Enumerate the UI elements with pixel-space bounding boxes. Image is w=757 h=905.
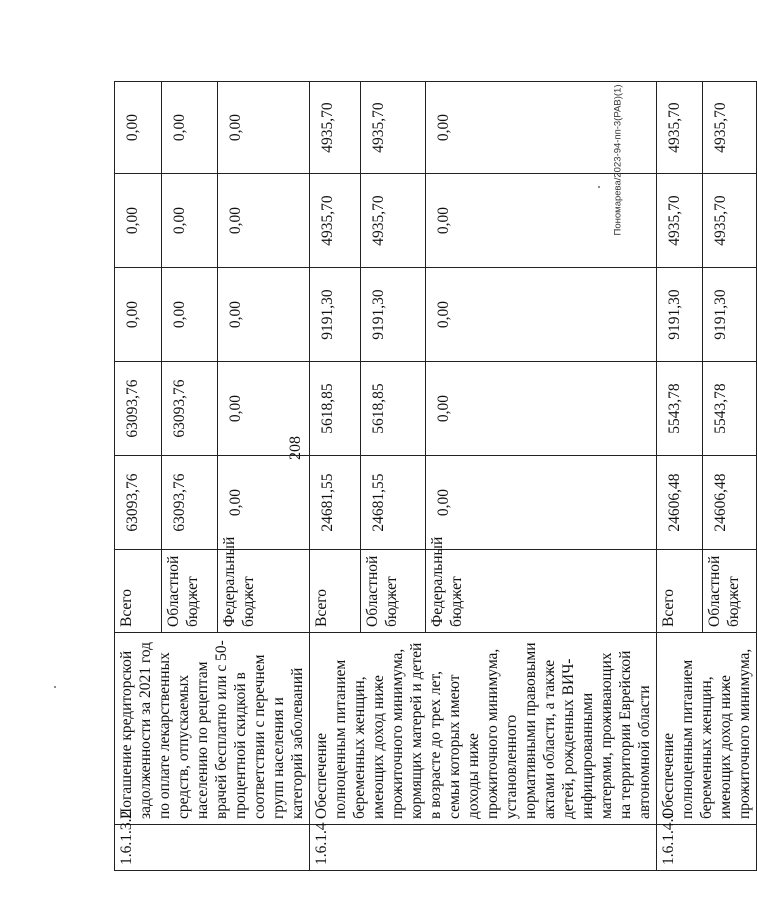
- value-cell: 4935,70: [657, 174, 703, 268]
- funding-source: Всего: [657, 550, 703, 633]
- value-cell: 0,00: [426, 82, 657, 174]
- value-cell: 24681,55: [310, 456, 361, 550]
- value-cell: 0,00: [426, 362, 657, 456]
- value-cell: 63093,76: [161, 362, 217, 456]
- value-cell: 9191,30: [360, 268, 425, 362]
- table-row: [310, 82, 361, 871]
- value-cell: 0,00: [217, 456, 309, 550]
- value-cell: 5543,78: [703, 362, 757, 456]
- value-cell: 0,00: [217, 82, 309, 174]
- value-cell: 0,00: [115, 174, 162, 268]
- funding-source: Всего: [310, 550, 361, 633]
- document-stamp-text: Пономарева/2023-94-пп-3(РАВ)(1): [612, 84, 624, 236]
- funding-source: Всего: [115, 550, 162, 633]
- value-cell: 4935,70: [360, 82, 425, 174]
- row-code: 1.6.1.3.2: [115, 825, 310, 871]
- value-cell: 4935,70: [360, 174, 425, 268]
- value-cell: 5543,78: [657, 362, 703, 456]
- value-cell: 0,00: [115, 268, 162, 362]
- value-cell: 4935,70: [703, 174, 757, 268]
- value-cell: 0,00: [217, 174, 309, 268]
- value-cell: 0,00: [161, 268, 217, 362]
- value-cell: 9191,30: [310, 268, 361, 362]
- value-cell: 0,00: [161, 174, 217, 268]
- value-cell: 0,00: [426, 456, 657, 550]
- value-cell: 0,00: [426, 174, 657, 268]
- value-cell: 9191,30: [657, 268, 703, 362]
- funding-source: Федеральный бюджет: [217, 550, 309, 633]
- value-cell: 4935,70: [657, 82, 703, 174]
- value-cell: 63093,76: [115, 456, 162, 550]
- row-code: 1.6.1.4: [310, 825, 657, 871]
- value-cell: 4935,70: [703, 82, 757, 174]
- value-cell: 0,00: [217, 362, 309, 456]
- row-description: Обеспечение полноценным питанием беременных женщин, имеющих доход ниже прожиточного минимума,: [657, 633, 757, 825]
- value-cell: 24681,55: [360, 456, 425, 550]
- value-cell: 4935,70: [310, 174, 361, 268]
- funding-source: Федеральный бюджет: [426, 550, 657, 633]
- value-cell: 0,00: [115, 82, 162, 174]
- value-cell: 4935,70: [310, 82, 361, 174]
- value-cell: 5618,85: [360, 362, 425, 456]
- funding-source: Областной бюджет: [703, 550, 757, 633]
- value-cell: 24606,48: [703, 456, 757, 550]
- table-row: [115, 82, 162, 871]
- budget-table: [114, 81, 757, 871]
- table-row: [657, 82, 703, 871]
- row-code: 1.6.1.4.1: [657, 825, 757, 871]
- scan-speck: [598, 186, 600, 188]
- value-cell: 9191,30: [703, 268, 757, 362]
- value-cell: 63093,76: [161, 456, 217, 550]
- value-cell: 0,00: [426, 268, 657, 362]
- value-cell: 0,00: [161, 82, 217, 174]
- scan-speck: [54, 686, 56, 688]
- value-cell: 5618,85: [310, 362, 361, 456]
- value-cell: 0,00: [217, 268, 309, 362]
- page-number-text: 208: [287, 436, 304, 460]
- value-cell: 63093,76: [115, 362, 162, 456]
- row-description: Обеспечение полноценным питанием беременных женщин, имеющих доход ниже прожиточного минимума, кормящих матерей и детей в возрасте до трех лет, семьи которых имеют доходы ниже прожиточного минимума, установленного нормативными правовыми актами области, а также детей, рожденных ВИЧ-инфицированными матерями, проживающих на территории Еврейской автономной области: [310, 633, 657, 825]
- value-cell: 24606,48: [657, 456, 703, 550]
- funding-source: Областной бюджет: [161, 550, 217, 633]
- row-description: Погашение кредиторской задолженности за 2021 год по оплате лекарственных средств, отпускаемых населению по рецептам врачей бесплатно или с 50-процентной скидкой в соответствии с перечнем групп населения и категорий заболеваний: [115, 633, 310, 825]
- funding-source: Областной бюджет: [360, 550, 425, 633]
